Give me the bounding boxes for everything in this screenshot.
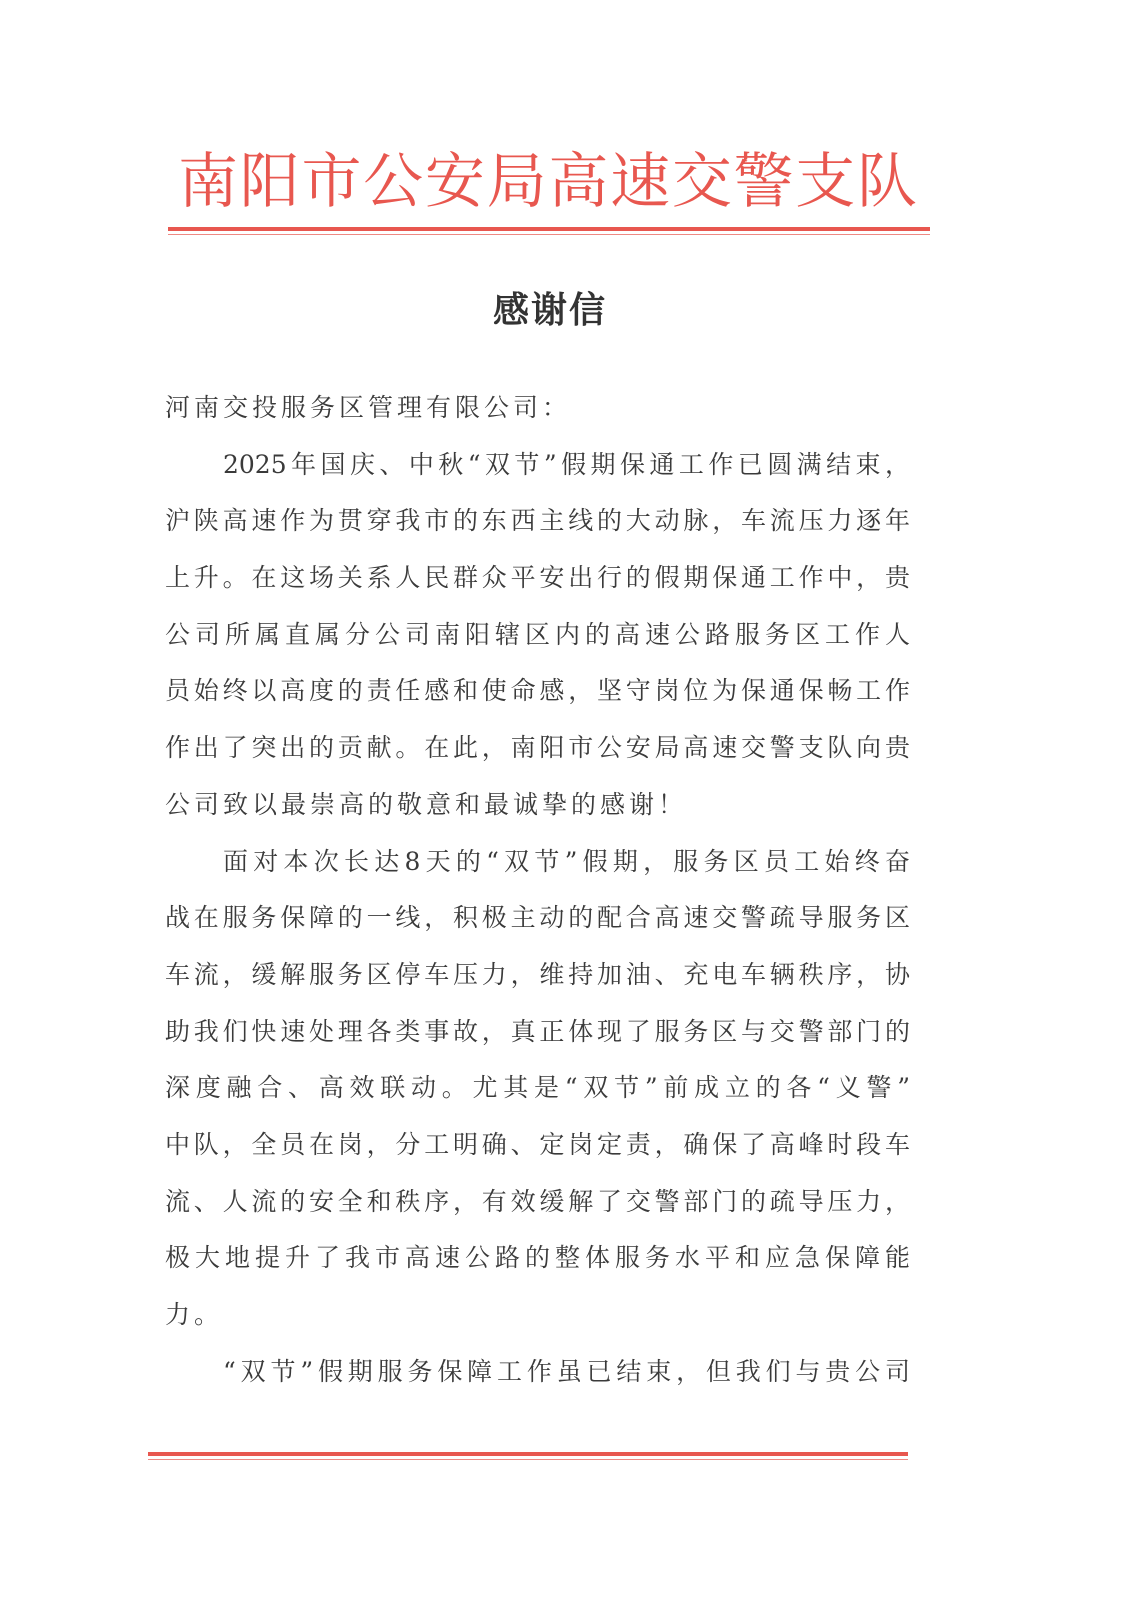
paragraph-line: 员始终以高度的责任感和使命感，坚守岗位为保通保畅工作	[165, 676, 910, 706]
document-title: 感谢信	[492, 289, 607, 331]
footer-divider-thin	[148, 1459, 908, 1460]
letterhead-divider-thin	[168, 234, 930, 235]
letterhead-title: 南阳市公安局高速交警支队	[178, 147, 918, 217]
paragraph-line: 战在服务保障的一线，积极主动的配合高速交警疏导服务区	[165, 903, 910, 933]
paragraph-line: 力。	[165, 1300, 224, 1329]
paragraph-line: 助我们快速处理各类事故，真正体现了服务区与交警部门的	[165, 1016, 910, 1046]
paragraph-line: 车流，缓解服务区停车压力，维持加油、充电车辆秩序，协	[165, 959, 910, 989]
paragraph-line: 公司致以最崇高的敬意和最诚挚的感谢！	[165, 789, 688, 819]
paragraph-line: 2025年国庆、中秋“双节”假期保通工作已圆满结束，	[223, 449, 910, 479]
paragraph-line: 面对本次长达8天的“双节”假期，服务区员工始终奋	[223, 846, 910, 876]
paragraph-line: 沪陕高速作为贯穿我市的东西主线的大动脉，车流压力逐年	[165, 506, 910, 536]
paragraph-line: 深度融合、高效联动。尤其是“双节”前成立的各“义警”	[165, 1073, 910, 1103]
paragraph-line: 中队，全员在岗，分工明确、定岗定责，确保了高峰时段车	[165, 1129, 910, 1159]
paragraph-line: “双节”假期服务保障工作虽已结束，但我们与贵公司	[223, 1356, 910, 1386]
paragraph-line: 极大地提升了我市高速公路的整体服务水平和应急保障能	[165, 1243, 910, 1273]
footer-divider	[148, 1452, 908, 1456]
paragraph-line: 流、人流的安全和秩序，有效缓解了交警部门的疏导压力，	[165, 1186, 910, 1216]
paragraph-line: 公司所属直属分公司南阳辖区内的高速公路服务区工作人	[165, 619, 910, 649]
paragraph-line: 上升。在这场关系人民群众平安出行的假期保通工作中，贵	[165, 563, 910, 593]
letterhead-divider	[168, 227, 930, 231]
paragraph-line: 作出了突出的贡献。在此，南阳市公安局高速交警支队向贵	[165, 733, 910, 763]
letter-body	[165, 386, 910, 1406]
salutation: 河南交投服务区管理有限公司：	[165, 393, 572, 422]
